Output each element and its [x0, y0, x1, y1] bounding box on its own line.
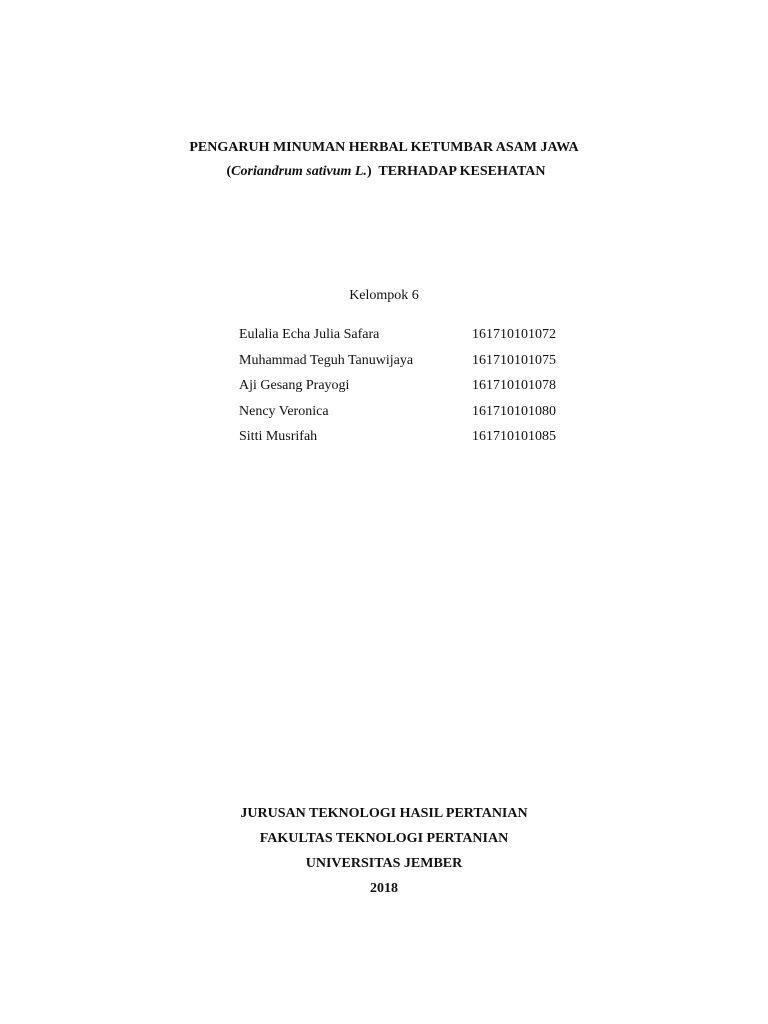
- member-nim: 161710101072: [472, 327, 556, 342]
- member-name: Sitti Musrifah: [239, 429, 318, 444]
- title-line-2: [0, 160, 768, 184]
- member-name: Muhammad Teguh Tanuwijaya: [239, 352, 414, 368]
- institution-block: [0, 801, 768, 901]
- document-title: [0, 136, 768, 184]
- title-paren-open: (: [226, 164, 232, 179]
- title-line-2-rest: TERHADAP KESEHATAN: [378, 164, 546, 179]
- title-line-1: PENGARUH MINUMAN HERBAL KETUMBAR ASAM JAWA: [189, 140, 579, 155]
- title-paren-close: ): [366, 164, 372, 179]
- member-row: [239, 322, 592, 348]
- member-row: [239, 348, 592, 374]
- member-row: [239, 424, 592, 450]
- member-nim: 161710101075: [472, 352, 556, 368]
- member-list: [239, 322, 592, 450]
- member-name: Eulalia Echa Julia Safara: [239, 327, 380, 342]
- member-nim: 161710101080: [472, 403, 556, 419]
- member-nim: 161710101085: [472, 429, 556, 444]
- member-nim: 161710101078: [472, 378, 556, 393]
- year: 2018: [370, 881, 398, 896]
- group-label: Kelompok 6: [349, 288, 419, 303]
- member-row: [239, 373, 592, 399]
- university-name: UNIVERSITAS JEMBER: [305, 856, 463, 871]
- member-name: Aji Gesang Prayogi: [239, 378, 350, 393]
- faculty-name: FAKULTAS TEKNOLOGI PERTANIAN: [259, 831, 509, 846]
- department-name: JURUSAN TEKNOLOGI HASIL PERTANIAN: [240, 806, 528, 821]
- member-name: Nency Veronica: [239, 403, 329, 419]
- member-row: [239, 399, 592, 425]
- scientific-name: Coriandrum sativum L.: [231, 164, 367, 179]
